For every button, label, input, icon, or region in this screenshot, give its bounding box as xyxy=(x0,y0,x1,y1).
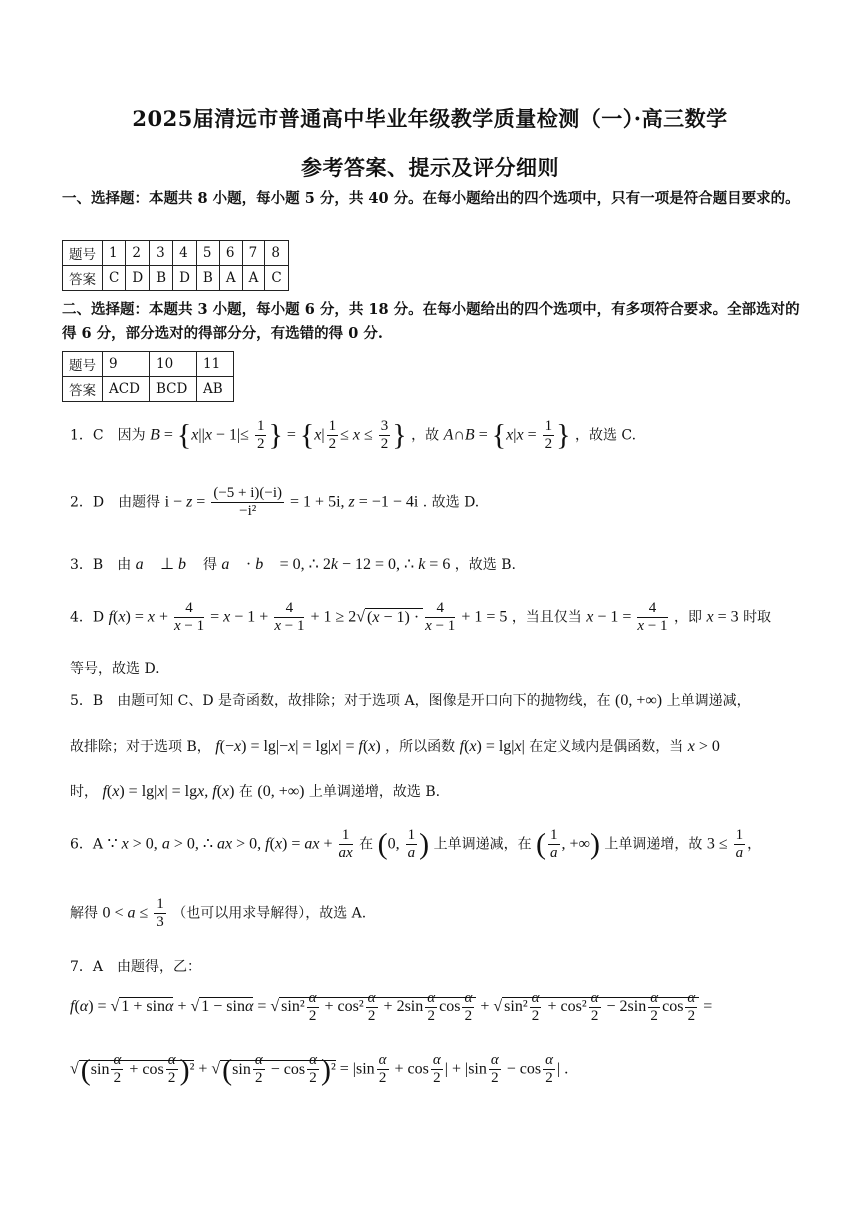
solution-5-line3: 时， f(x) = lg|x| = lgx, f(x) 在 (0, +∞) 上单调递增，故选 B. xyxy=(70,783,441,800)
section1-heading: 一、选择题：本题共 8 小题，每小题 5 分，共 40 分。在每小题给出的四个选项中，只有一项是符合题目要求的。 xyxy=(62,190,800,207)
solution-4-continued: 等号，故选 D. xyxy=(70,661,160,677)
solution-5-line3a: 时， xyxy=(70,784,98,800)
solution-5-line2: 故排除；对于选项 B， f(−x) = lg|−x| = lg|x| = f(x) ，所以函数 f(x) = lg|x| 在定义域内是偶函数，当 x > 0 xyxy=(70,738,720,755)
answer-cell: C xyxy=(103,266,126,291)
solution-7-formula-1: f(α) = √ 1 + sinα + √ 1 − sinα = √ sin² $\frac{\alpha}{2}$ + cos² $\frac{\alpha}{2}$ + 2sin $\frac{\alpha}{2}$ cos $\frac{\alpha}{2}$ + √ sin² $\frac{\alpha}{2}$ + cos² $\frac{\alpha}{2}$ − 2sin $\frac{\alpha}{2}$ cos $\frac{\alpha}{2}$ = xyxy=(70,990,713,1024)
question-number: 5 xyxy=(196,241,219,266)
answer-cell: BCD xyxy=(150,377,197,402)
solution-4-head: 4．D xyxy=(70,609,105,626)
answer-cell: B xyxy=(196,266,219,291)
solution-5-line3b: 在 xyxy=(238,784,253,800)
question-number: 3 xyxy=(150,241,173,266)
solution-1-tail: ，故选 C. xyxy=(574,427,637,444)
table-row xyxy=(63,352,234,377)
answer-cell: ACD xyxy=(103,377,150,402)
answer-cell: A xyxy=(219,266,242,291)
question-number: 11 xyxy=(197,352,234,377)
solution-7-formula-2: √(sin $\frac{\alpha}{2}$ + cos $\frac{\alpha}{2}$ )² + √(sin $\frac{\alpha}{2}$ − cos $\frac{\alpha}{2}$ )² = |sin $\frac{\alpha}{2}$ + cos $\frac{\alpha}{2}$ | + |sin $\frac{\alpha}{2}$ − cos $\frac{\alpha}{2}$ | . xyxy=(70,1052,569,1087)
row-label-question: 题号 xyxy=(63,241,103,266)
solution-7: 7．A 由题得，乙： xyxy=(70,959,202,975)
document-title: 2025届清远市普通高中毕业年级教学质量检测（一）·高三数学 xyxy=(132,106,728,131)
solution-6-mid2: 上单调递减，在 xyxy=(433,836,532,853)
question-number: 1 xyxy=(103,241,126,266)
answer-cell: D xyxy=(126,266,150,291)
solution-3: 3．B 由 a⃗ ⊥ b⃗ 得 a⃗ · b⃗ = 0, ∴ 2k − 12 = 0, ∴ k = 6 ，故选 B. xyxy=(70,556,516,573)
question-number: 6 xyxy=(219,241,242,266)
solution-6: 6．A ∵ x > 0, a > 0, ∴ ax > 0, f(x) = ax + $\frac{1}{ax}$ 在 (0, $\frac{1}{a}$ ) 上单调递减，在 ( $\frac{1}{a}$ , +∞) 上单调递增，故 3 ≤ $\frac{1}{a}$ ， xyxy=(70,827,762,861)
solution-1: 1．C 因为 B = {x||x − 1|≤ $\frac{1}{2}$ } = {x| $\frac{1}{2}$ ≤ x ≤ $\frac{3}{2}$ } ，故 A∩B = {x|x = $\frac{1}{2}$ } ，故选 C. xyxy=(70,418,637,452)
solution-6-mid3: 上单调递增，故 xyxy=(604,836,703,853)
solution-3-tail: ，故选 B. xyxy=(454,557,516,573)
solution-2-head: 2．D 由题得 xyxy=(70,494,161,511)
question-number: 9 xyxy=(103,352,150,377)
section2-heading: 二、选择题：本题共 3 小题，每小题 6 分，共 18 分。在每小题给出的四个选项中，有多项符合要求。全部选对的得 6 分，部分选对的得部分分，有选错的得 0 分. xyxy=(62,301,800,342)
solution-2-tail: . 故选 D. xyxy=(422,494,480,511)
row-label-question: 题号 xyxy=(63,352,103,377)
solution-5-line1: 5．B 由题可知 C、D 是奇函数，故排除；对于选项 A，图像是开口向下的抛物线，在 xyxy=(70,693,611,709)
solution-5-line2a: 故排除；对于选项 B， xyxy=(70,739,211,755)
solution-5-line3c: 上单调递增，故选 B. xyxy=(308,784,441,800)
row-label-answer: 答案 xyxy=(63,266,103,291)
solution-3-head: 3．B 由 xyxy=(70,557,132,573)
question-number: 7 xyxy=(242,241,265,266)
solution-4-mid: ，当且仅当 xyxy=(511,609,582,626)
table-row xyxy=(63,377,234,402)
document-subtitle: 参考答案、提示及评分细则 xyxy=(301,155,559,180)
answer-cell: B xyxy=(150,266,173,291)
question-number: 10 xyxy=(150,352,197,377)
solution-5: 5．B 由题可知 C、D 是奇函数，故排除；对于选项 A，图像是开口向下的抛物线，在 (0, +∞) 上单调递减， xyxy=(70,692,751,709)
answer-cell: D xyxy=(173,266,197,291)
question-number: 2 xyxy=(126,241,150,266)
row-label-answer: 答案 xyxy=(63,377,103,402)
question-number: 8 xyxy=(265,241,288,266)
answer-cell: AB xyxy=(197,377,234,402)
section1-answer-table xyxy=(62,240,289,291)
answer-cell: C xyxy=(265,266,288,291)
solution-6-mid1: 在 xyxy=(359,836,374,853)
solution-4: 4．D f(x) = x + $\frac{4}{x - 1}$ = x − 1 + $\frac{4}{x - 1}$ + 1 ≥ 2√ (x − 1) · $\frac{4}{x - 1}$ + 1 = 5 ，当且仅当 x − 1 = $\frac{4}{x - 1}$ ，即 x = 3 时取 xyxy=(70,600,772,634)
solution-5-line2b: ，所以函数 xyxy=(385,739,456,755)
math-expression: B xyxy=(150,426,160,444)
question-number: 4 xyxy=(173,241,197,266)
solution-4-mid2: ，即 xyxy=(674,609,703,626)
solution-4-tail: 时取 xyxy=(743,609,772,626)
solution-6-line2: 解得 0 < a ≤ $\frac{1}{3}$ （也可以用求导解得），故选 A. xyxy=(70,896,367,930)
solution-6-head: 6．A xyxy=(70,836,104,853)
solution-6-line2b: （也可以用求导解得），故选 A. xyxy=(172,905,367,922)
solution-2: 2．D 由题得 i − z = $\frac{(-5 + i)(-i)}{\text{−i²}}$ = 1 + 5i, z = −1 − 4i . 故选 D. xyxy=(70,485,480,519)
solution-5-line2c: 在定义域内是偶函数，当 xyxy=(529,739,684,755)
solution-6-line2a: 解得 xyxy=(70,905,98,922)
table-row xyxy=(63,241,289,266)
solution-1-head: 1．C 因为 xyxy=(70,427,146,444)
section2-answer-table xyxy=(62,351,234,402)
solution-5-line1b: 上单调递减， xyxy=(666,693,751,709)
answer-cell: A xyxy=(242,266,265,291)
table-row xyxy=(63,266,289,291)
